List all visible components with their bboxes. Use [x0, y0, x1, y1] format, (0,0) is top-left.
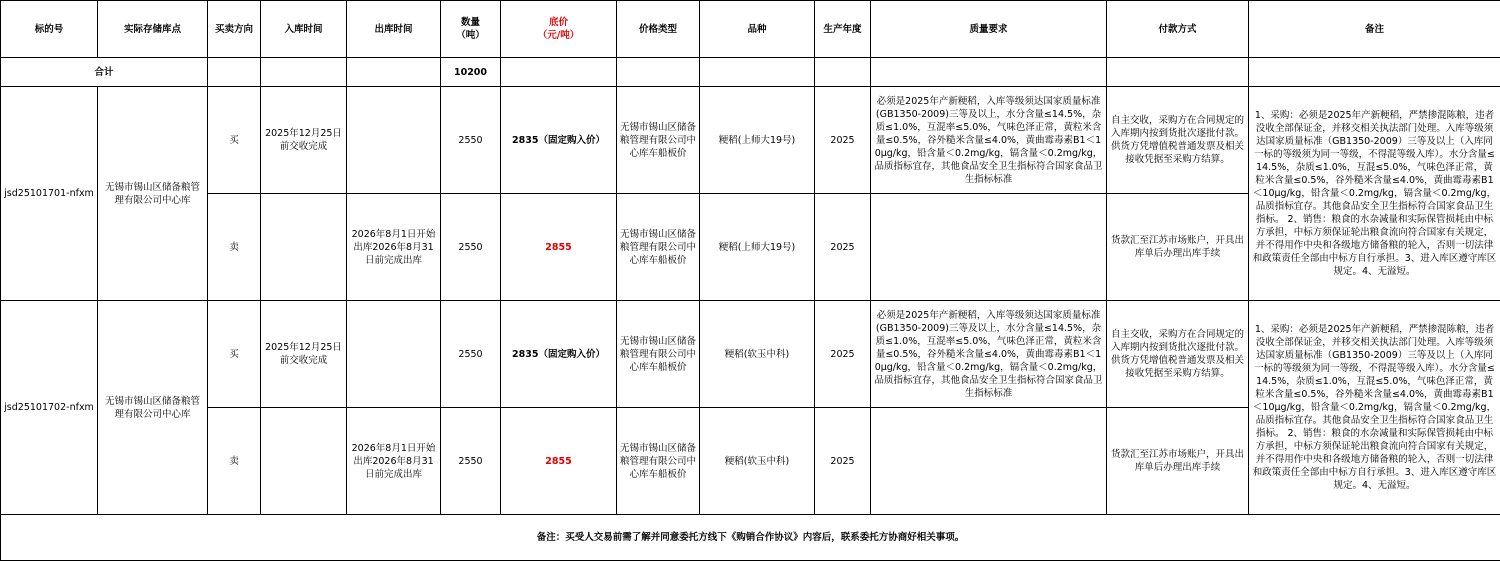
quality-cell	[871, 408, 1107, 515]
header-bid-no: 标的号	[1, 1, 98, 58]
footnote: 备注：买受人交易前需了解并同意委托方线下《购销合作协议》内容后，联系委托方协商好相关事项。	[1, 515, 1500, 561]
header-year: 生产年度	[815, 1, 871, 58]
table-row	[1, 301, 1500, 408]
year-cell: 2025	[815, 408, 871, 515]
quantity-cell: 2550	[441, 301, 501, 408]
payment-cell: 货款汇至江苏市场账户，开具出库单后办理出库手续	[1107, 408, 1249, 515]
bid-number: jsd25101702-nfxm	[1, 301, 98, 515]
quality-cell: 必须是2025年产新粳稻，入库等级须达国家质量标准(GB1350-2009)三等及以上，水分含量≤14.5%，杂质≤1.0%，互混率≤5.0%，气味色泽正常，黄粒米含量≤0.5%，谷外糙米含量≤4.0%，黄曲霉毒素B1＜10μg/kg，铅含量＜0.2mg/kg，镉含量＜0.2mg/kg，品质指标宜存，其他食品安全卫生指标符合国家食品卫生指标标准	[871, 301, 1107, 408]
direction-cell: 卖	[208, 408, 261, 515]
footnote-row	[1, 515, 1500, 561]
variety-cell: 粳稻(上师大19号)	[700, 194, 815, 301]
payment-cell: 货款汇至江苏市场账户，开具出库单后办理出库手续	[1107, 194, 1249, 301]
header-base-price	[501, 1, 617, 58]
in-time-cell: 2025年12月25日前交收完成	[261, 87, 347, 194]
price-cell: 2855	[501, 408, 617, 515]
direction-cell: 买	[208, 301, 261, 408]
in-time-cell	[261, 194, 347, 301]
out-time-cell: 2026年8月1日开始出库2026年8月31日前完成出库	[347, 408, 441, 515]
in-time-cell: 2025年12月25日前交收完成	[261, 301, 347, 408]
header-quantity-label: 数量	[460, 17, 480, 28]
year-cell: 2025	[815, 194, 871, 301]
header-base-price-label: 底价	[548, 17, 568, 28]
price-type-cell: 无锡市锡山区储备粮管理有限公司中心库车船板价	[617, 301, 700, 408]
header-direction: 买卖方向	[208, 1, 261, 58]
header-quality: 质量要求	[871, 1, 1107, 58]
header-quantity-unit: （吨）	[456, 30, 485, 41]
bid-number: jsd25101701-nfxm	[1, 87, 98, 301]
remarks-cell: 1、采购：必须是2025年产新粳稻，严禁掺混陈粮，违者没收全部保证金，并移交相关执法部门处理。入库等级须达国家质量标准（GB1350-2009）三等及以上（入库同一标的等级须为同一等级，不得混等级入库）。水分含量≤14.5%，杂质≤1.0%，互混≤5.0%，气味色泽正常，黄粒米含量≤0.5%，谷外糙米含量≤4.0%，黄曲霉毒素B1＜10μg/kg，铅含量＜0.2mg/kg，镉含量＜0.2mg/kg，品质指标宜存。其他食品安全卫生指标符合国家食品卫生指标。 2、销售：粮食的水杂减量和实际保管损耗由中标方承担，中标方须保证轮出粮食流向符合国家有关规定，并不得用作中央和各级地方储备粮的轮入，否则一切法律和政策责任全部由中标方自行承担。3、进入库区遵守库区规定。4、无溢短。	[1249, 301, 1500, 515]
quantity-cell: 2550	[441, 194, 501, 301]
header-variety: 品种	[700, 1, 815, 58]
total-label: 合计	[1, 58, 208, 87]
payment-cell: 自主交收，采购方在合同规定的入库期内按到货批次逐批付款。供货方凭增值税普通发票及相关接收凭据至采购方结算。	[1107, 301, 1249, 408]
price-cell: 2855	[501, 194, 617, 301]
price-type-cell: 无锡市锡山区储备粮管理有限公司中心库车船板价	[617, 194, 700, 301]
quantity-cell: 2550	[441, 87, 501, 194]
header-quantity	[441, 1, 501, 58]
header-row	[1, 1, 1500, 58]
total-row	[1, 58, 1500, 87]
quality-cell	[871, 194, 1107, 301]
storage-location: 无锡市锡山区储备粮管理有限公司中心库	[98, 301, 208, 515]
price-cell: 2835（固定购入价）	[501, 301, 617, 408]
year-cell: 2025	[815, 87, 871, 194]
price-cell: 2835（固定购入价）	[501, 87, 617, 194]
variety-cell: 粳稻(软玉中科)	[700, 408, 815, 515]
header-price-type: 价格类型	[617, 1, 700, 58]
header-remarks: 备注	[1249, 1, 1500, 58]
header-out-time: 出库时间	[347, 1, 441, 58]
price-type-cell: 无锡市锡山区储备粮管理有限公司中心库车船板价	[617, 408, 700, 515]
out-time-cell	[347, 301, 441, 408]
variety-cell: 粳稻(上师大19号)	[700, 87, 815, 194]
out-time-cell	[347, 87, 441, 194]
table-row	[1, 87, 1500, 194]
storage-location: 无锡市锡山区储备粮管理有限公司中心库	[98, 87, 208, 301]
price-type-cell: 无锡市锡山区储备粮管理有限公司中心库车船板价	[617, 87, 700, 194]
remarks-cell: 1、采购：必须是2025年产新粳稻，严禁掺混陈粮，违者没收全部保证金，并移交相关执法部门处理。入库等级须达国家质量标准（GB1350-2009）三等及以上（入库同一标的等级须为同一等级，不得混等级入库）。水分含量≤14.5%，杂质≤1.0%，互混≤5.0%，气味色泽正常，黄粒米含量≤0.5%，谷外糙米含量≤4.0%，黄曲霉毒素B1＜10μg/kg，铅含量＜0.2mg/kg，镉含量＜0.2mg/kg，品质指标宜存。其他食品安全卫生指标符合国家食品卫生指标。 2、销售：粮食的水杂减量和实际保管损耗由中标方承担，中标方须保证轮出粮食流向符合国家有关规定，并不得用作中央和各级地方储备粮的轮入，否则一切法律和政策责任全部由中标方自行承担。3、进入库区遵守库区规定。4、无溢短。	[1249, 87, 1500, 301]
total-quantity: 10200	[441, 58, 501, 87]
header-base-price-unit: （元/吨）	[537, 30, 580, 41]
header-in-time: 入库时间	[261, 1, 347, 58]
direction-cell: 买	[208, 87, 261, 194]
direction-cell: 卖	[208, 194, 261, 301]
quality-cell: 必须是2025年产新粳稻，入库等级须达国家质量标准(GB1350-2009)三等及以上，水分含量≤14.5%，杂质≤1.0%，互混率≤5.0%，气味色泽正常，黄粒米含量≤0.5%，谷外糙米含量≤4.0%，黄曲霉毒素B1＜10μg/kg，铅含量＜0.2mg/kg，镉含量＜0.2mg/kg，品质指标宜存，其他食品安全卫生指标符合国家食品卫生指标标准	[871, 87, 1107, 194]
header-storage: 实际存储库点	[98, 1, 208, 58]
header-payment: 付款方式	[1107, 1, 1249, 58]
year-cell: 2025	[815, 301, 871, 408]
out-time-cell: 2026年8月1日开始出库2026年8月31日前完成出库	[347, 194, 441, 301]
payment-cell: 自主交收，采购方在合同规定的入库期内按到货批次逐批付款。供货方凭增值税普通发票及相关接收凭据至采购方结算。	[1107, 87, 1249, 194]
quantity-cell: 2550	[441, 408, 501, 515]
in-time-cell	[261, 408, 347, 515]
variety-cell: 粳稻(软玉中科)	[700, 301, 815, 408]
